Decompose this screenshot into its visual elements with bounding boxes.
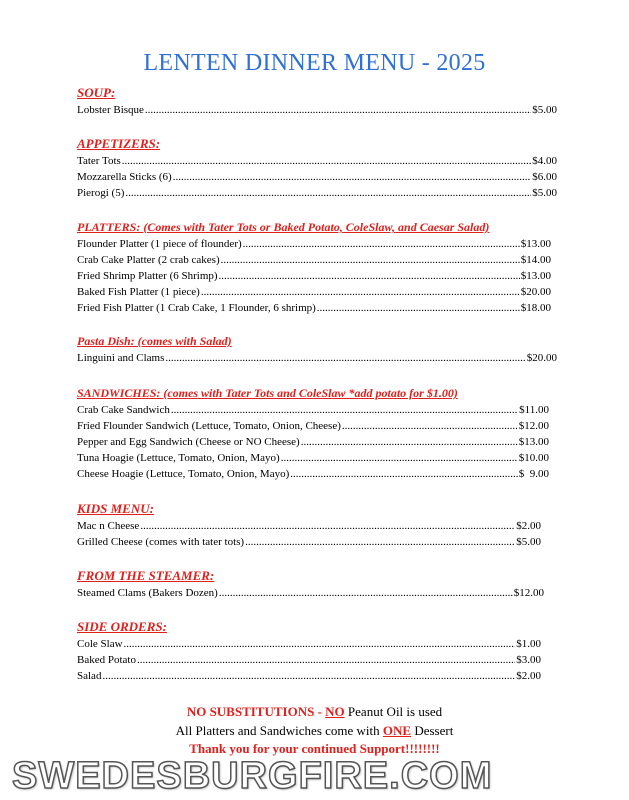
section-appetizers [77,135,557,201]
item-name: Flounder Platter (1 piece of flounder) [77,238,242,250]
dot-leader [342,418,518,434]
item-price: $4.00 [532,155,557,167]
menu-item [77,268,551,284]
menu-item [77,450,549,466]
item-price: $14.00 [520,254,551,266]
dot-leader [125,185,531,201]
item-name: Salad [77,670,102,682]
dot-leader [221,252,520,268]
menu-item [77,518,541,534]
menu-item [77,434,549,450]
menu-item [77,585,544,601]
dot-leader [301,434,518,450]
item-price: $5.00 [532,187,557,199]
section-platters [77,218,551,316]
item-name: Mac n Cheese [77,520,140,532]
menu-item [77,153,557,169]
dot-leader [165,350,525,366]
item-price: $11.00 [519,404,549,416]
item-price: $2.00 [516,670,541,682]
dot-leader [290,466,518,482]
menu-item [77,102,557,118]
item-price: $ 9.00 [518,468,549,480]
item-price: $10.00 [518,452,549,464]
item-price: $12.00 [513,587,544,599]
footer-dessert-rest: Dessert [411,723,454,738]
section-soup [77,84,557,118]
section-heading: Pasta Dish: (comes with Salad) [77,334,232,348]
footer-no-subs: NO SUBSTITUTIONS - [186,704,326,719]
item-price: $13.00 [518,436,549,448]
item-name: Cole Slaw [77,638,123,650]
section-heading: PLATTERS: (Comes with Tater Tots or Baked Potato, ColeSlaw, and Caesar Salad) [77,220,490,234]
dot-leader [219,585,513,601]
item-name: Mozzarella Sticks (6) [77,171,172,183]
item-price: $13.00 [520,270,551,282]
item-name: Crab Cake Sandwich [77,404,170,416]
item-price: $3.00 [516,654,541,666]
footer-dessert [0,723,629,739]
dot-leader [102,668,515,684]
menu-item [77,668,541,684]
dot-leader [137,652,515,668]
item-name: Fried Fish Platter (1 Crab Cake, 1 Flounder, 6 shrimp) [77,302,316,314]
section-heading: SIDE ORDERS: [77,619,167,634]
item-name: Fried Flounder Sandwich (Lettuce, Tomato, Onion, Cheese) [77,420,341,432]
dot-leader [122,153,531,169]
dot-leader [201,284,520,300]
dot-leader [145,102,531,118]
menu-item [77,652,541,668]
item-price: $6.00 [532,171,557,183]
menu-item [77,636,541,652]
dot-leader [317,300,520,316]
dot-leader [281,450,518,466]
watermark: SWEDESBURGFIRE.COM [12,755,493,797]
dot-leader [124,636,516,652]
dot-leader [140,518,515,534]
item-name: Pierogi (5) [77,187,125,199]
item-name: Cheese Hoagie (Lettuce, Tomato, Onion, Mayo) [77,468,290,480]
item-price: $5.00 [532,104,557,116]
section-steamer [77,567,544,601]
section-heading: FROM THE STEAMER: [77,568,215,583]
dot-leader [171,402,518,418]
menu-item [77,185,557,201]
section-heading: SANDWICHES: (comes with Tater Tots and ColeSlaw *add potato for $1.00) [77,386,458,400]
item-price: $5.00 [516,536,541,548]
item-price: $1.00 [516,638,541,650]
section-sides [77,618,541,684]
item-name: Tater Tots [77,155,121,167]
dot-leader [173,169,532,185]
section-sandwiches [77,384,549,482]
item-price: $12.00 [518,420,549,432]
item-name: Baked Fish Platter (1 piece) [77,286,200,298]
footer-substitutions [0,704,629,720]
footer-no: NO [325,704,345,719]
footer-thanks: Thank you for your continued Support!!!!!!!! [189,741,440,756]
dot-leader [219,268,520,284]
item-name: Baked Potato [77,654,136,666]
footer-dessert-text: All Platters and Sandwiches come with [175,723,383,738]
item-price: $18.00 [520,302,551,314]
menu-item [77,252,551,268]
item-price: $13.00 [520,238,551,250]
item-name: Crab Cake Platter (2 crab cakes) [77,254,220,266]
item-name: Grilled Cheese (comes with tater tots) [77,536,245,548]
item-price: $20.00 [520,286,551,298]
section-pasta [77,332,557,366]
menu-item [77,284,551,300]
menu-item [77,169,557,185]
section-heading: KIDS MENU: [77,501,154,516]
page-title: LENTEN DINNER MENU - 2025 [143,50,486,76]
menu-item [77,350,557,366]
item-name: Tuna Hoagie (Lettuce, Tomato, Onion, Mayo) [77,452,280,464]
dot-leader [245,534,515,550]
menu-item [77,236,551,252]
menu-item [77,534,541,550]
section-heading: APPETIZERS: [77,136,161,151]
item-name: Linguini and Clams [77,352,165,364]
item-price: $2.00 [516,520,541,532]
item-name: Steamed Clams (Bakers Dozen) [77,587,218,599]
dot-leader [243,236,520,252]
item-price: $20.00 [526,352,557,364]
menu-item [77,300,551,316]
menu-item [77,418,549,434]
item-name: Pepper and Egg Sandwich (Cheese or NO Cheese) [77,436,300,448]
menu-item [77,466,549,482]
menu-item [77,402,549,418]
item-name: Lobster Bisque [77,104,144,116]
section-heading: SOUP: [77,85,116,100]
item-name: Fried Shrimp Platter (6 Shrimp) [77,270,218,282]
footer-one: ONE [382,723,412,738]
section-kids [77,500,541,550]
footer-peanut: Peanut Oil is used [344,704,443,719]
